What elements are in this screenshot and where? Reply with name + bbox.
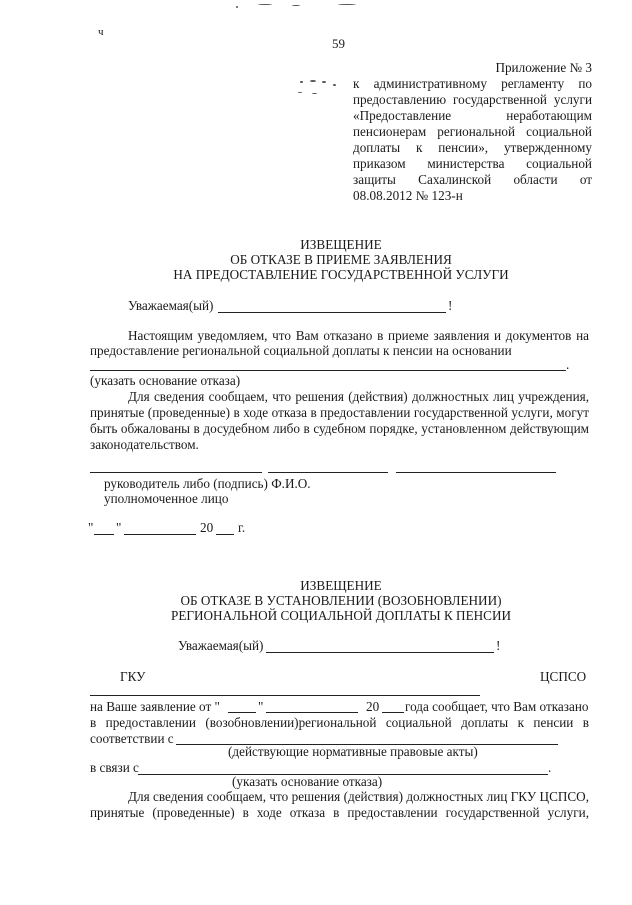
paragraph-line: Настоящим уведомляем, что Вам отказано в приеме заявления и документов на xyxy=(128,328,589,343)
addressee-field[interactable] xyxy=(266,652,494,653)
day-field[interactable] xyxy=(228,712,256,713)
text-fragment: на Ваше заявление от " xyxy=(90,699,220,714)
appendix-line: доплаты к пенсии», утвержденному xyxy=(353,140,592,155)
text-fragment: в связи с xyxy=(90,760,139,775)
exclamation: ! xyxy=(448,298,453,313)
period: . xyxy=(566,357,570,372)
full-name-field[interactable] xyxy=(396,472,556,473)
greeting-label: Уважаемая(ый) xyxy=(128,298,214,313)
org-label: ЦСПСО xyxy=(540,669,587,684)
page-number: 59 xyxy=(332,36,345,51)
period: . xyxy=(548,760,552,775)
year-field[interactable] xyxy=(216,534,234,535)
org-name-field[interactable] xyxy=(90,695,480,696)
notice-2-heading: ОБ ОТКАЗЕ В УСТАНОВЛЕНИИ (ВОЗОБНОВЛЕНИИ) xyxy=(180,593,502,608)
exclamation: ! xyxy=(496,638,501,653)
corner-mark: ч xyxy=(98,26,104,38)
paragraph-line: законодательством. xyxy=(90,437,199,452)
paragraph-line: предоставление региональной социальной доплаты к пенсии на основании xyxy=(90,343,512,358)
month-field[interactable] xyxy=(124,534,196,535)
appendix-line: защиты Сахалинской области от xyxy=(353,172,592,187)
field-hint: (указать основание отказа) xyxy=(90,373,241,388)
position-field[interactable] xyxy=(90,472,262,473)
appendix-line: пенсионерам региональной социальной xyxy=(353,124,592,139)
paragraph-line: Для сведения сообщаем, что решения (действия) должностных лиц ГКУ ЦСПСО, xyxy=(128,789,589,804)
signature-caption: уполномоченное лицо xyxy=(104,491,229,506)
notice-1-heading: ИЗВЕЩЕНИЕ xyxy=(300,237,382,252)
greeting-label: Уважаемая(ый) xyxy=(178,638,264,653)
appendix-line: 08.08.2012 № 123-н xyxy=(353,188,463,203)
notice-1-heading: НА ПРЕДОСТАВЛЕНИЕ ГОСУДАРСТВЕННОЙ УСЛУГИ xyxy=(173,267,509,282)
text-fragment: соответствии с xyxy=(90,731,174,746)
field-hint: (указать основание отказа) xyxy=(232,774,383,789)
year-suffix: г. xyxy=(238,520,246,535)
text-fragment: года сообщает, что Вам отказано xyxy=(405,699,589,714)
paragraph-line: Для сведения сообщаем, что решения (действия) должностных лиц учреждения, xyxy=(128,389,589,404)
org-label: ГКУ xyxy=(120,669,146,684)
date-quote: " xyxy=(116,520,122,535)
addressee-field[interactable] xyxy=(218,312,446,313)
date-quote: " xyxy=(88,520,94,535)
signature-caption: руководитель либо (подпись) Ф.И.О. xyxy=(104,476,311,491)
day-field[interactable] xyxy=(94,534,114,535)
appendix-line: «Предоставление неработающим xyxy=(353,108,592,123)
paragraph-line: принятые (проведенные) в ходе отказа в предоставлении государственной услуги, xyxy=(90,805,589,820)
signature-field[interactable] xyxy=(268,472,388,473)
appendix-title: Приложение № 3 xyxy=(495,60,592,75)
text-fragment: " xyxy=(258,699,264,714)
appendix-line: приказом министерства социальной xyxy=(353,156,592,171)
appendix-line: к административному регламенту по xyxy=(353,76,592,91)
year-prefix: 20 xyxy=(200,520,214,535)
year-prefix: 20 xyxy=(366,699,380,714)
appendix-line: предоставлению государственной услуги xyxy=(353,92,592,107)
refusal-basis-field[interactable] xyxy=(90,370,566,371)
field-hint: (действующие нормативные правовые акты) xyxy=(228,744,478,759)
paragraph-line: быть обжалованы в досудебном либо в судебном порядке, установленном действующим xyxy=(90,421,589,436)
notice-2-heading: РЕГИОНАЛЬНОЙ СОЦИАЛЬНОЙ ДОПЛАТЫ К ПЕНСИИ xyxy=(170,608,511,623)
notice-1-heading: ОБ ОТКАЗЕ В ПРИЕМЕ ЗАЯВЛЕНИЯ xyxy=(230,252,452,267)
paragraph-line: принятые (проведенные) в ходе отказа в предоставлении государственной услуги, могут xyxy=(90,405,589,420)
month-field[interactable] xyxy=(266,712,358,713)
notice-2-heading: ИЗВЕЩЕНИЕ xyxy=(300,578,382,593)
paragraph-line: в предоставлении (возобновлении)региональной социальной доплаты к пенсии в xyxy=(90,715,589,730)
year-field[interactable] xyxy=(382,712,404,713)
